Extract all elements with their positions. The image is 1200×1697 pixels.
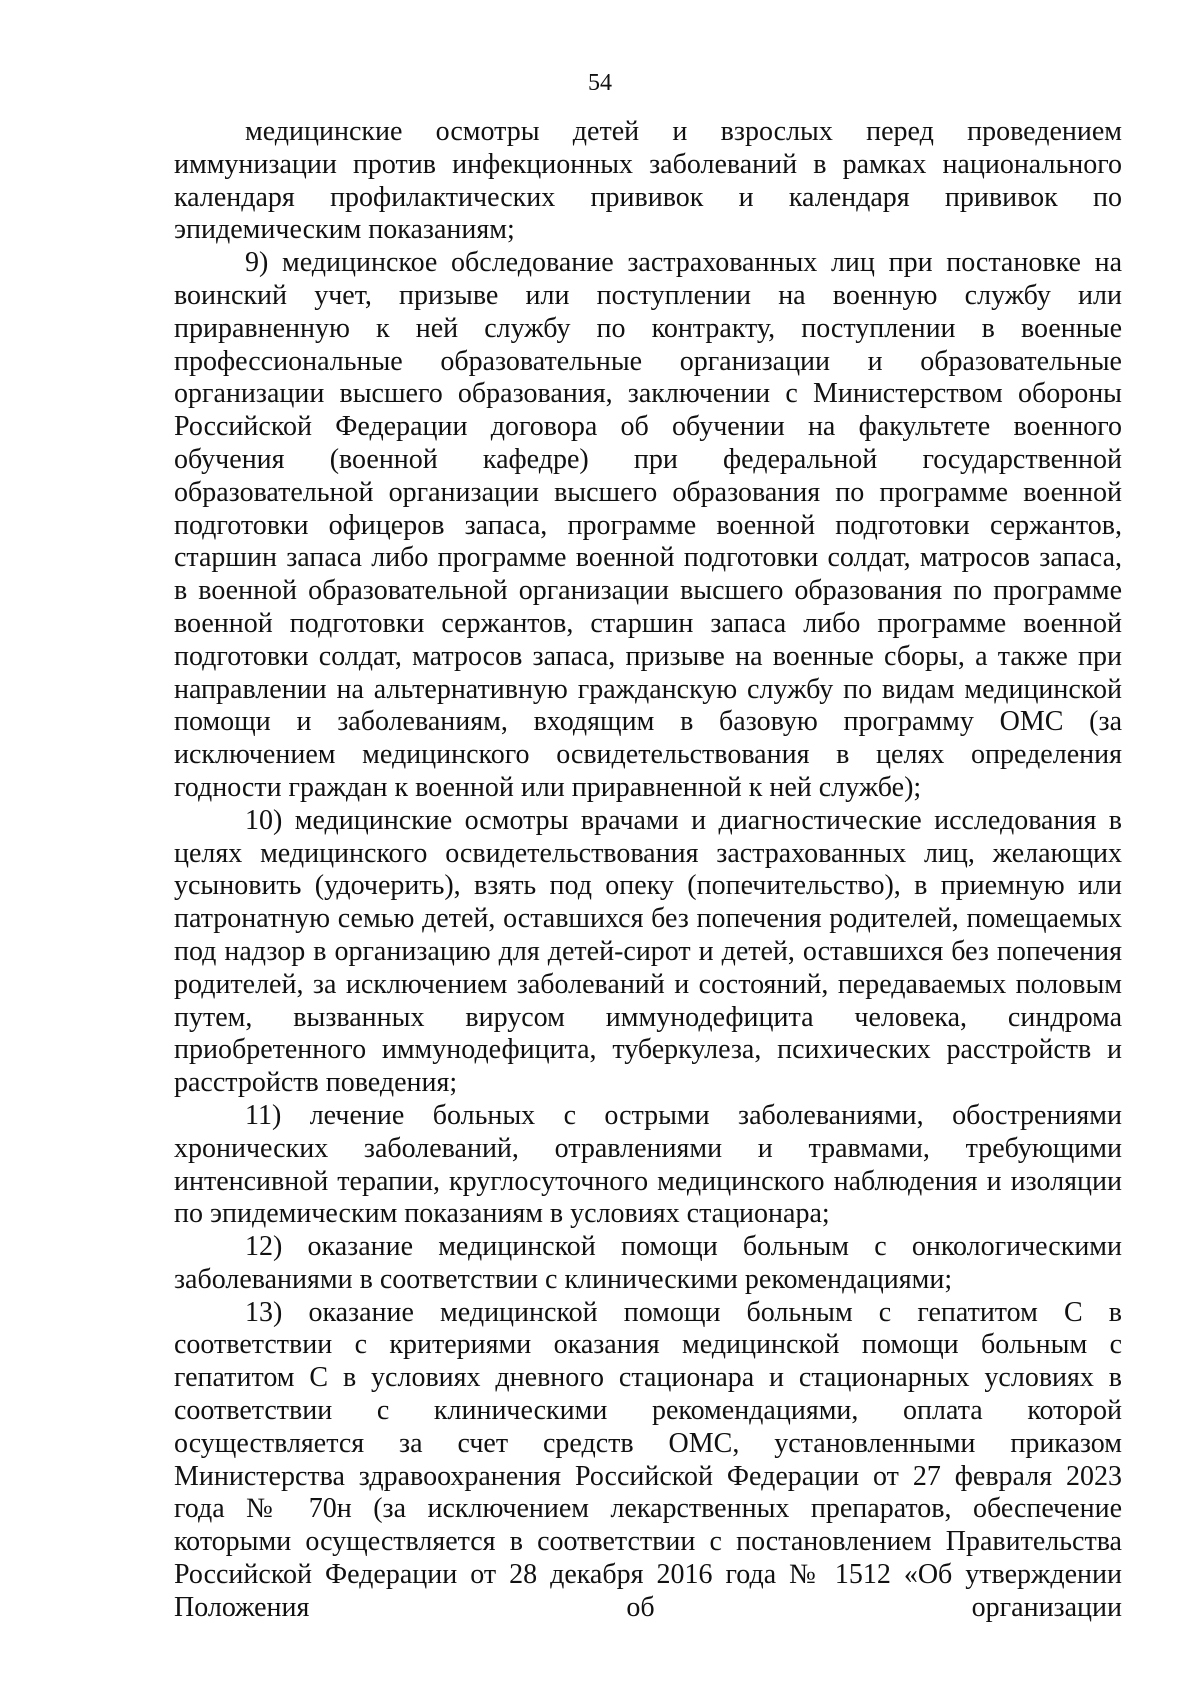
paragraph-item-10-adoption-exam: 10) медицинские осмотры врачами и диагностические исследования в целях медицинского освидетельствования застрахованных лиц, желающих усыновить (удочерить), взять под опеку (попечительство), в приемную или патронатную семью детей, оставшихся без попечения родителей, помещаемых под надзор в организацию для детей-сирот и детей, оставшихся без попечения родителей, за исключением заболеваний и состояний, передаваемых половым путем, вызванных вирусом иммунодефицита человека, синдрома приобретенного иммунодефицита, туберкулеза, психических расстройств и расстройств поведения; [174,804,1122,1099]
paragraph-item-12-oncology: 12) оказание медицинской помощи больным с онкологическими заболеваниями в соответствии с клиническими рекомендациями; [174,1231,1122,1295]
paragraph-item-13-hepatitis-c: 13) оказание медицинской помощи больным с гепатитом С в соответствии с критериями оказания медицинской помощи больным с гепатитом С в условиях дневного стационара и стационарных условиях в соответствии с клиническими рекомендациями, оплата которой осуществляется за счет средств ОМС, установленными приказом Министерства здравоохранения Российской Федерации от 27 февраля 2023 года № 70н (за исключением лекарственных препаратов, обеспечение которыми осуществляется в соответствии с постановлением Правительства Российской Федерации от 28 декабря 2016 года № 1512 «Об утверждении Положения об организации [174,1296,1122,1623]
page-number: 54 [588,70,612,96]
paragraph-immunization-exams: медицинские осмотры детей и взрослых перед проведением иммунизации против инфекционных заболеваний в рамках национального календаря профилактических прививок и календаря прививок по эпидемическим показаниям; [174,116,1122,246]
document-body [174,116,1122,1625]
paragraph-item-9-military-exam: 9) медицинское обследование застрахованных лиц при постановке на воинский учет, призыве или поступлении на военную службу или приравненную к ней службу по контракту, поступлении в военные профессиональные образовательные организации и образовательные организации высшего образования, заключении с Министерством обороны Российской Федерации договора об обучении на факультете военного обучения (военной кафедре) при федеральной государственной образовательной организации высшего образования по программе военной подготовки офицеров запаса, программе военной подготовки сержантов, старшин запаса либо программе военной подготовки солдат, матросов запаса, в военной образовательной организации высшего образования по программе военной подготовки сержантов, старшин запаса либо программе военной подготовки солдат, матросов запаса, призыве на военные сборы, а также при направлении на альтернативную гражданскую службу по видам медицинской помощи и заболеваниям, входящим в базовую программу ОМС (за исключением медицинского освидетельствования в целях определения годности граждан к военной или приравненной к ней службе); [174,247,1122,803]
paragraph-item-11-acute-treatment: 11) лечение больных с острыми заболеваниями, обострениями хронических заболеваний, отравлениями и травмами, требующими интенсивной терапии, круглосуточного медицинского наблюдения и изоляции по эпидемическим показаниям в условиях стационара; [174,1099,1122,1230]
